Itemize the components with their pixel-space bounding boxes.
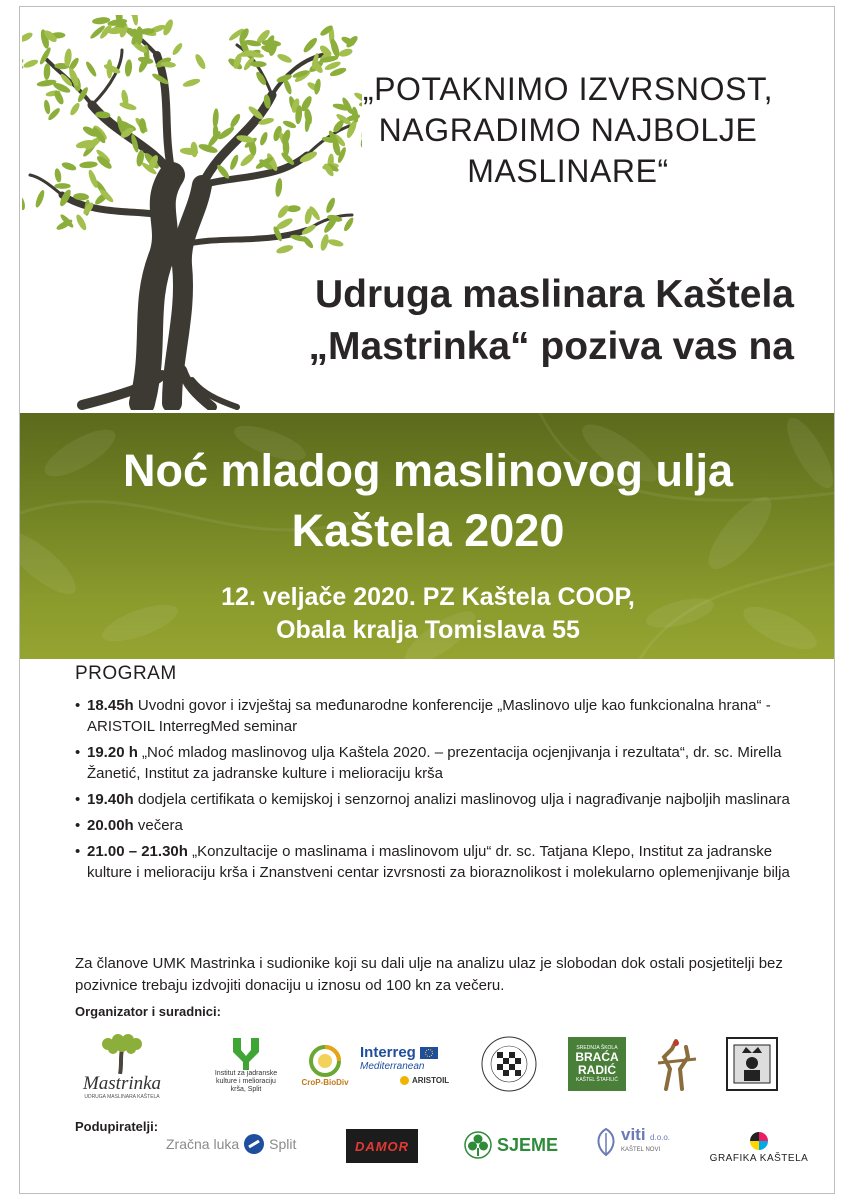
olive-leaf [324, 197, 336, 215]
olive-leaf [54, 183, 70, 189]
viti-logo [594, 1124, 671, 1157]
cropbiodiv-logo [290, 1035, 360, 1095]
program-item-text: večera [133, 817, 183, 834]
entry-note: Za članove UMK Mastrinka i sudionike koji su dali ulje na analizu ulaz je slobodan dok ostali posjetitelji bez pozivnice trebaju izdvojiti donaciju u iznosu od 100 kn za večeru. [75, 955, 783, 994]
program-item [75, 742, 815, 784]
slogan-line-3: MASLINARE“ [467, 153, 669, 189]
olive-leaf [276, 204, 291, 220]
heritage-dancer-icon [652, 1039, 702, 1091]
skola-braca-radic-logo [568, 1037, 626, 1091]
mastrinka-subtitle: UDRUGA MASLINARA KAŠTELA [84, 1094, 160, 1100]
olive-leaf [22, 195, 26, 211]
olive-leaf [171, 42, 184, 57]
olive-leaf [228, 154, 239, 171]
interreg-logo [360, 1037, 465, 1092]
eu-flag-icon [420, 1047, 438, 1059]
interreg-name: Interreg [360, 1044, 416, 1061]
olive-leaf [190, 141, 198, 157]
viti-leaf-icon [594, 1127, 618, 1157]
damor-name: DAMOR [354, 1138, 410, 1154]
poster [19, 6, 835, 1194]
program-item-text: Uvodni govor i izvještaj sa međunarodne konferencije „Maslinovo ulje kao funkcionalna hrana“ - ARISTOIL InterregMed seminar [87, 697, 771, 735]
olive-leaf [43, 99, 51, 114]
program-item-time: 20.00h [87, 817, 134, 834]
mastrinka-logo [72, 1027, 172, 1107]
olive-leaf [276, 52, 293, 64]
olive-leaf [274, 178, 283, 197]
olive-leaf [338, 47, 354, 58]
skola-line-2: BRAĆA [575, 1050, 619, 1064]
drustvo-kastela-seal-icon [480, 1035, 538, 1093]
program-list [75, 695, 815, 888]
invitation-line-1: Udruga maslinara Kaštela [314, 273, 794, 316]
aristoil-name: ARISTOIL [412, 1076, 450, 1085]
olive-leaf [182, 77, 201, 88]
olive-leaf [61, 161, 78, 172]
institut-logo [206, 1029, 286, 1101]
olive-leaf [229, 112, 242, 128]
invitation-heading [308, 269, 794, 373]
olive-leaf [54, 168, 63, 183]
program-item [75, 695, 815, 737]
program-item-time: 19.40h [87, 791, 134, 808]
olive-leaf [69, 102, 82, 117]
institut-line-2: kulture i melioraciju [216, 1078, 276, 1085]
program-item [75, 815, 815, 836]
olive-leaf [79, 161, 98, 169]
olive-leaf [250, 61, 267, 67]
olive-leaf [275, 244, 294, 256]
skola-line-1: SREDNJA ŠKOLA [576, 1045, 618, 1051]
kastel-coat-of-arms-icon [726, 1037, 778, 1091]
slogan [338, 69, 798, 192]
olive-leaf [282, 119, 297, 129]
institut-emblem-icon [231, 1036, 261, 1070]
slogan-line-2: NAGRADIMO NAJBOLJE [378, 112, 758, 148]
interreg-subtitle: Mediterranean [360, 1061, 425, 1072]
olive-leaf [212, 108, 219, 128]
invitation-line-2: „Mastrinka“ poziva vas na [308, 325, 794, 368]
damor-logo [346, 1129, 418, 1163]
institut-line-1: Institut za jadranske [214, 1070, 278, 1077]
program-item [75, 841, 815, 883]
sjeme-name: SJEME [497, 1134, 559, 1155]
olive-leaf [84, 60, 98, 78]
event-address: Obala kralja Tomislava 55 [276, 616, 580, 644]
supporters-label: Podupiratelji: [75, 1119, 159, 1134]
skola-line-3: RADIĆ [578, 1063, 616, 1077]
olive-leaf [198, 142, 219, 154]
olive-leaf [259, 131, 270, 146]
program-item-time: 19.20 h [87, 744, 138, 761]
aristoil-dot-icon [400, 1076, 409, 1085]
airport-emblem-icon [243, 1133, 265, 1155]
airport-name-left: Zračna luka [166, 1136, 240, 1152]
olive-leaf [342, 216, 355, 232]
program-heading: PROGRAM [75, 663, 177, 684]
olive-leaf [193, 53, 207, 71]
program-item-time: 18.45h [87, 697, 134, 714]
program-item-text: „Konzultacije o maslinama i maslinovom ulju“ dr. sc. Tatjana Klepo, Institut za jadranske kulture i melioraciju krša i Znanstveni centar izvrsnosti za bioraznolikost i molekularno oplemenjivanje bilja [87, 843, 790, 881]
event-date-venue: 12. veljače 2020. PZ Kaštela COOP, [221, 583, 635, 611]
organizers-label: Organizator i suradnici: [75, 1004, 221, 1019]
grafika-name: GRAFIKA KAŠTELA [709, 1152, 809, 1164]
program-item-text: „Noć mladog maslinovog ulja Kaštela 2020. – prezentacija ocjenjivanja i rezultata“, dr. sc. Mirella Žanetić, Institut za jadranske kulture i melioraciju krša [87, 744, 782, 782]
olive-leaf [23, 58, 40, 69]
viti-place: KAŠTEL NOVI [621, 1146, 661, 1153]
olive-leaf [124, 59, 132, 77]
olive-leaf [107, 59, 113, 78]
airport-name-right: Split [269, 1136, 297, 1152]
olive-leaf [22, 57, 25, 71]
program-item-time: 21.00 – 21.30h [87, 843, 188, 860]
program-item-text: dodjela certifikata o kemijskoj i senzornoj analizi maslinovog ulja i nagrađivanje najboljih maslinara [133, 791, 790, 808]
viti-name: viti [621, 1124, 646, 1144]
cmyk-circle-icon [749, 1131, 769, 1151]
mastrinka-name: Mastrinka [82, 1073, 162, 1094]
olive-leaf [74, 213, 88, 231]
program-item [75, 789, 815, 810]
olive-leaf [34, 189, 46, 208]
olive-leaf [43, 63, 50, 80]
event-banner [20, 413, 835, 659]
event-title-line-1: Noć mladog maslinovog ulja [122, 445, 734, 496]
olive-leaf [302, 36, 319, 54]
zracna-luka-split-logo [166, 1133, 296, 1155]
clover-icon [464, 1131, 492, 1159]
olive-leaf [22, 64, 23, 70]
olive-leaf [327, 238, 344, 248]
olive-leaf [22, 31, 34, 44]
olive-tree-icon [98, 1034, 146, 1074]
skola-line-4: KAŠTEL ŠTAFILIĆ [576, 1077, 618, 1083]
cropbiodiv-name: CroP-BioDiv [301, 1077, 349, 1087]
event-title-line-2: Kaštela 2020 [291, 505, 565, 556]
sjeme-logo [464, 1131, 558, 1159]
slogan-line-1: „POTAKNIMO IZVRSNOST, [362, 71, 774, 107]
viti-suffix: d.o.o. [650, 1132, 671, 1142]
institut-line-3: krša, Split [230, 1086, 262, 1093]
grafika-kastela-logo [704, 1125, 814, 1169]
olive-leaf [87, 169, 99, 189]
cropbiodiv-emblem-icon [308, 1044, 342, 1078]
